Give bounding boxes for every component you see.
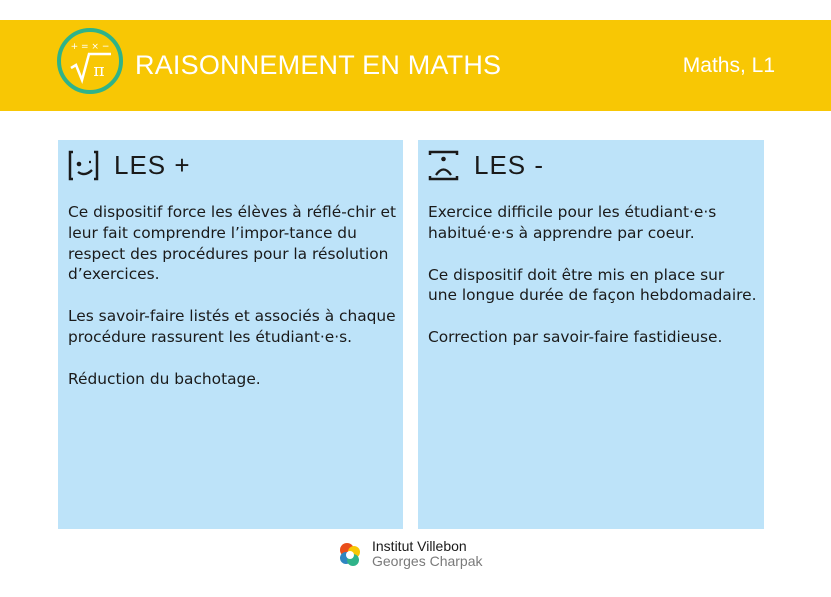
pros-body bbox=[68, 202, 398, 411]
svg-text:π: π bbox=[93, 61, 105, 81]
institut-villebon-logo bbox=[336, 540, 364, 568]
header-banner bbox=[0, 20, 831, 111]
footer-logo bbox=[336, 537, 483, 571]
pros-paragraph: Ce dispositif force les élèves à réflé-chir et leur fait comprendre l’impor-tance du respect des procédures pour la résolution d’exercices. bbox=[68, 203, 396, 284]
cons-header bbox=[427, 148, 544, 182]
cons-paragraph: Ce dispositif doit être mis en place sur une longue durée de façon hebdomadaire. bbox=[428, 265, 757, 305]
pros-card bbox=[58, 140, 403, 529]
page-title: RAISONNEMENT EN MATHS bbox=[135, 50, 502, 80]
sad-face-icon bbox=[427, 149, 460, 182]
course-label: Maths, L1 bbox=[682, 54, 775, 77]
pros-paragraph: Les savoir-faire listés et associés à chaque procédure rassurent les étudiant·e·s. bbox=[68, 307, 396, 346]
cons-paragraph: Correction par savoir-faire fastidieuse. bbox=[428, 328, 723, 347]
institute-name: Institut Villebon bbox=[372, 538, 467, 554]
pros-heading: LES + bbox=[114, 149, 191, 180]
smiley-face-icon bbox=[67, 149, 100, 182]
sqrt-pi-icon bbox=[57, 28, 123, 94]
institute-subname: Georges Charpak bbox=[372, 553, 483, 569]
pros-paragraph: Réduction du bachotage. bbox=[68, 369, 261, 388]
cons-card bbox=[418, 140, 764, 529]
math-symbols-text: + = × − bbox=[70, 42, 110, 52]
pros-header bbox=[67, 148, 191, 182]
cons-body bbox=[428, 202, 758, 369]
cons-heading: LES - bbox=[474, 149, 545, 180]
cons-paragraph: Exercice difficile pour les étudiant·e·s habitué·e·s à apprendre par coeur. bbox=[428, 203, 717, 242]
